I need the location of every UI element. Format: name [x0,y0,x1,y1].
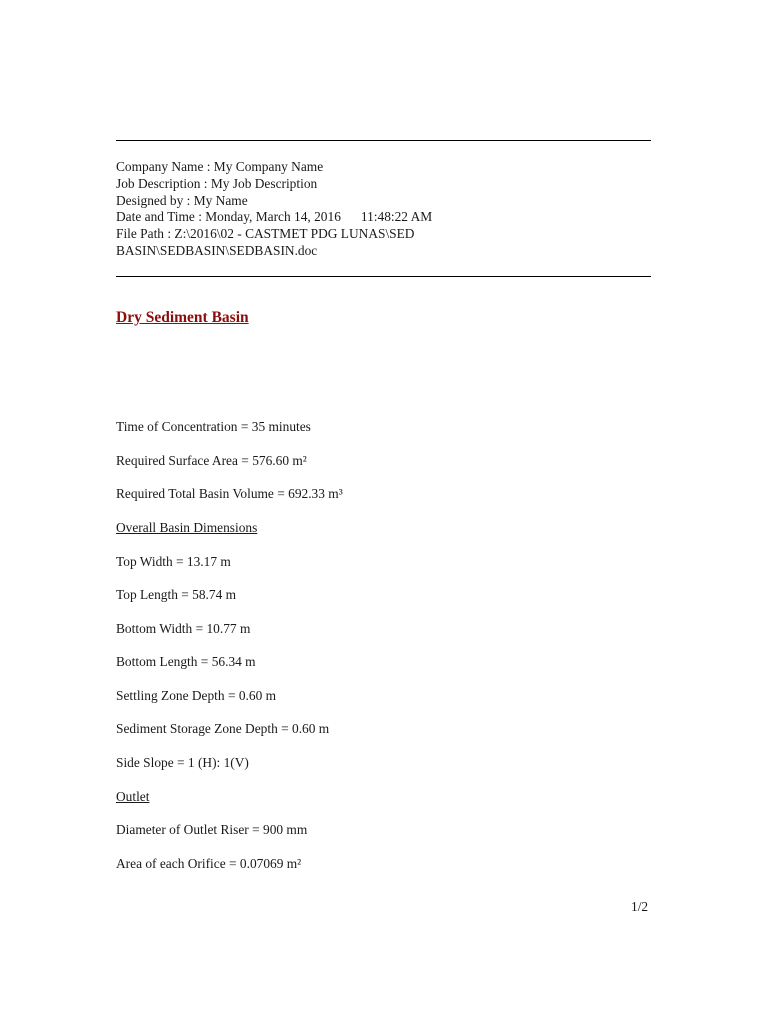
date-and-time [116,209,656,226]
document-header [116,159,656,260]
side-slope: Side Slope = 1 (H): 1(V) [116,755,249,770]
top-length: Top Length = 58.74 m [116,587,237,602]
header-bottom-rule [116,276,651,277]
company-name: Company Name : My Company Name [116,159,324,174]
outlet-riser-diameter: Diameter of Outlet Riser = 900 mm [116,822,308,837]
settling-zone-depth: Settling Zone Depth = 0.60 m [116,688,277,703]
file-path-line-1: File Path : Z:\2016\02 - CASTMET PDG LUNAS\SED [116,226,415,242]
required-surface-area: Required Surface Area = 576.60 m² [116,453,307,468]
time-of-concentration: Time of Concentration = 35 minutes [116,419,311,434]
overall-basin-dimensions-heading: Overall Basin Dimensions [116,520,258,535]
document-title: Dry Sediment Basin [116,309,249,326]
file-path-line-2: BASIN\SEDBASIN\SEDBASIN.doc [116,242,318,258]
bottom-length: Bottom Length = 56.34 m [116,654,256,669]
time-value: 11:48:22 AM [360,209,433,225]
designed-by: Designed by : My Name [116,192,248,208]
bottom-width: Bottom Width = 10.77 m [116,621,251,636]
header-top-rule [116,140,651,141]
sediment-storage-zone-depth: Sediment Storage Zone Depth = 0.60 m [116,721,330,736]
date-label: Date and Time : Monday, March 14, 2016 [116,209,341,225]
top-width: Top Width = 13.17 m [116,554,231,569]
outlet-heading: Outlet [116,789,150,804]
orifice-area: Area of each Orifice = 0.07069 m² [116,856,302,871]
page-number: 1/2 [631,899,649,914]
job-description: Job Description : My Job Description [116,175,318,191]
required-total-basin-volume: Required Total Basin Volume = 692.33 m³ [116,486,343,501]
